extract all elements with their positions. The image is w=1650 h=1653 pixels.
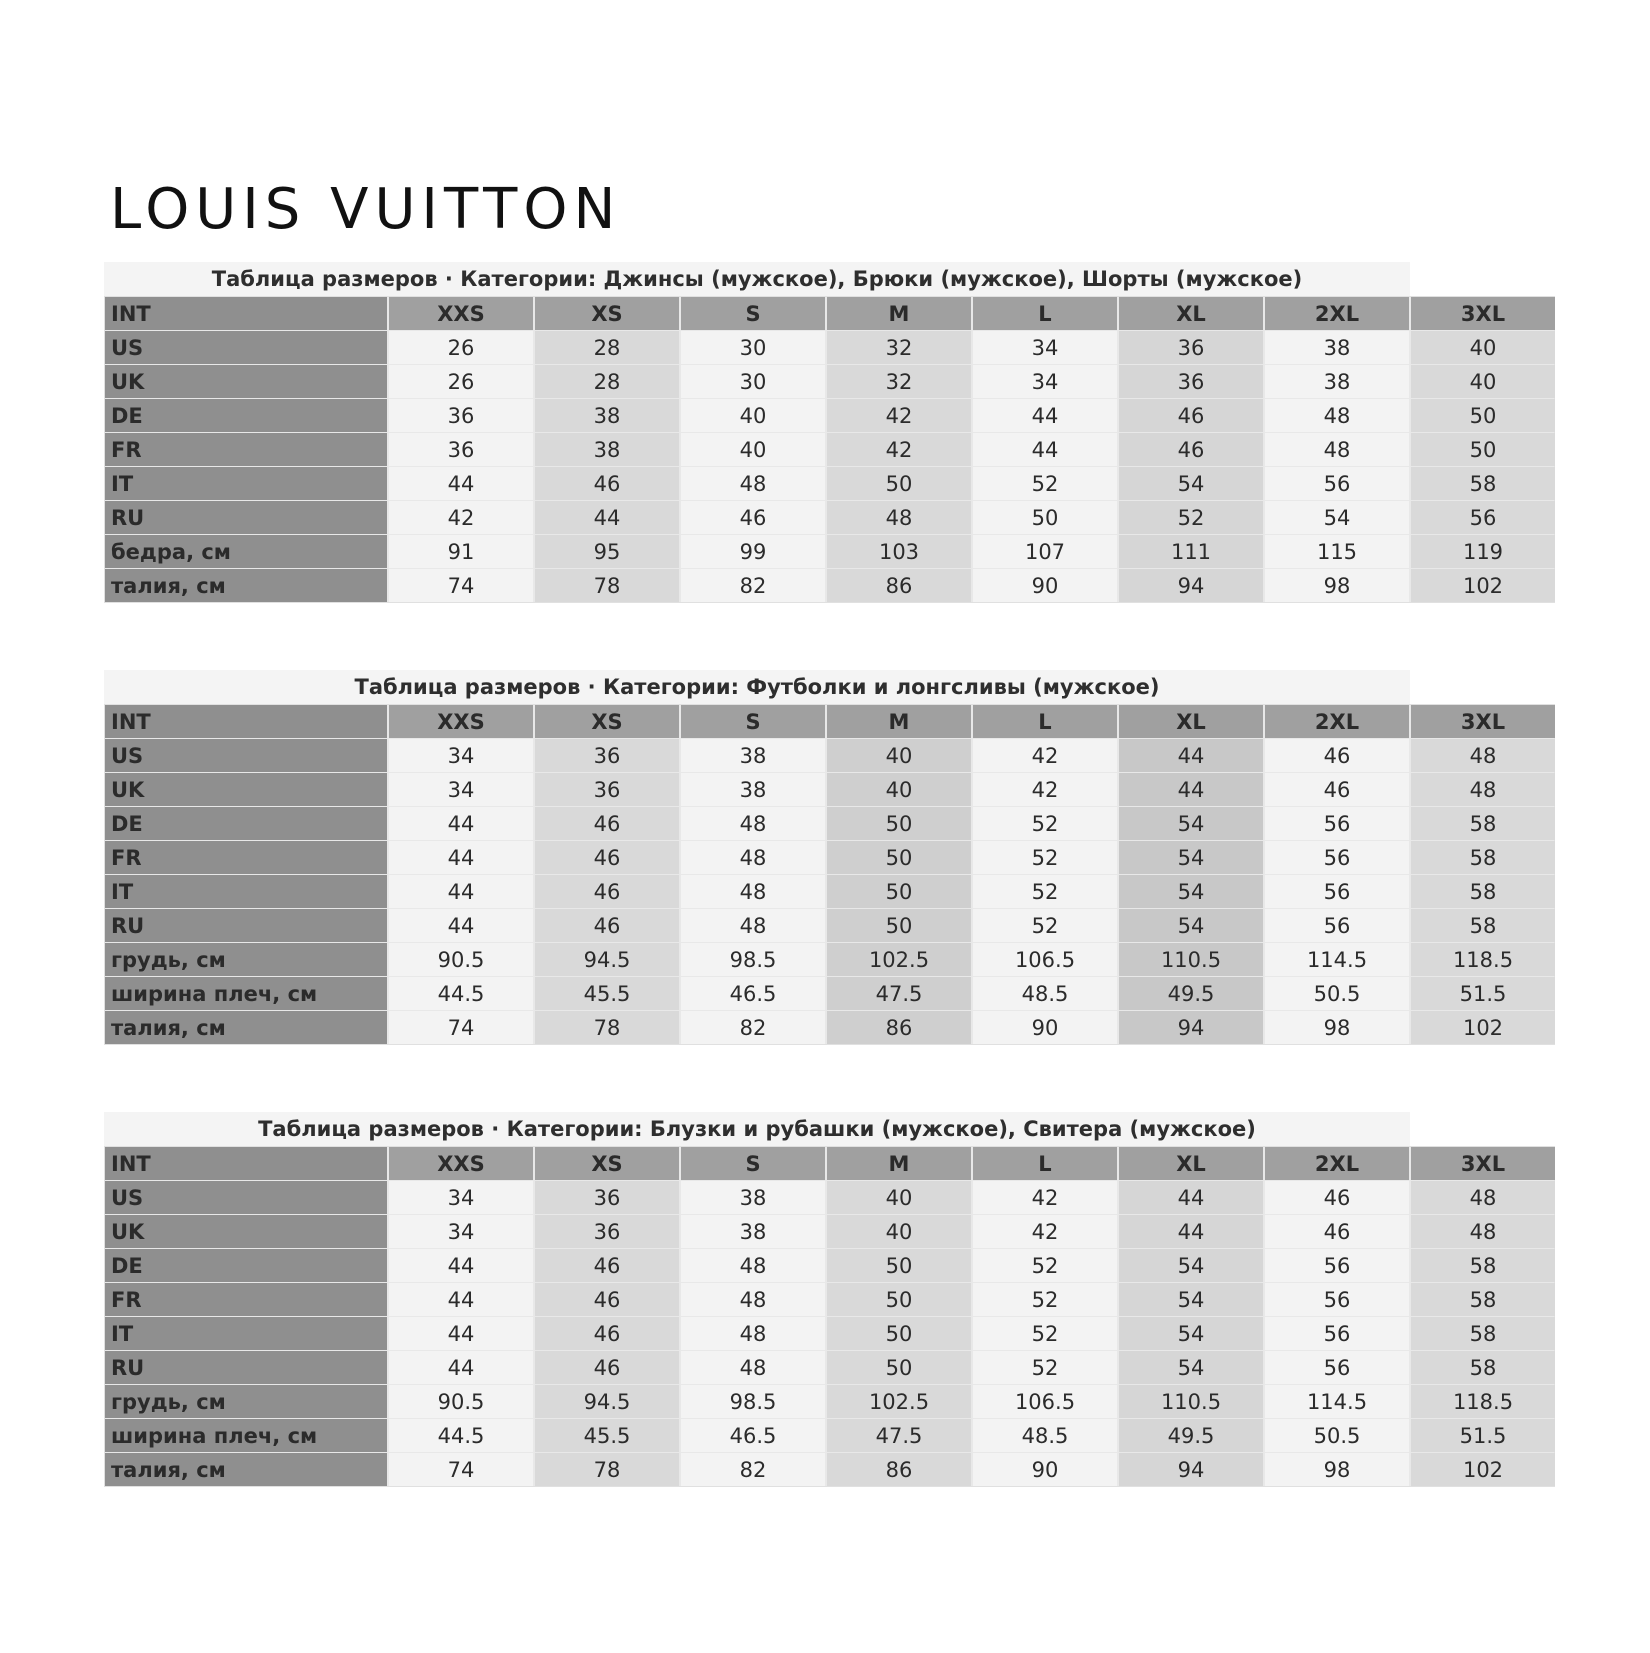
value-cell: 58 [1411, 1317, 1555, 1350]
value-cell: 58 [1411, 1249, 1555, 1282]
row-label-cell: UK [105, 773, 387, 806]
row-label-cell: талия, см [105, 1011, 387, 1044]
value-cell: 46 [535, 807, 679, 840]
value-cell: 40 [1411, 365, 1555, 398]
value-cell: 40 [827, 773, 971, 806]
value-cell: 54 [1119, 1317, 1263, 1350]
value-cell: 54 [1119, 1351, 1263, 1384]
value-cell: 99 [681, 535, 825, 568]
value-cell: 94 [1119, 1453, 1263, 1486]
value-cell: 34 [389, 773, 533, 806]
value-cell: 52 [973, 1283, 1117, 1316]
row-label-cell: DE [105, 1249, 387, 1282]
value-cell: 58 [1411, 1351, 1555, 1384]
row-label-cell: US [105, 739, 387, 772]
value-cell: 78 [535, 569, 679, 602]
value-cell: 40 [827, 1215, 971, 1248]
value-cell: 90.5 [389, 1385, 533, 1418]
size-header-cell: XL [1119, 297, 1263, 330]
value-cell: 34 [389, 739, 533, 772]
value-cell: 102 [1411, 569, 1555, 602]
value-cell: 52 [973, 467, 1117, 500]
value-cell: 44 [1119, 773, 1263, 806]
value-cell: 30 [681, 365, 825, 398]
table-caption: Таблица размеров · Категории: Футболки и лонгсливы (мужское) [104, 670, 1410, 704]
row-label-cell: FR [105, 841, 387, 874]
value-cell: 118.5 [1411, 943, 1555, 976]
value-cell: 56 [1265, 1317, 1409, 1350]
size-header-cell: S [681, 1147, 825, 1180]
value-cell: 56 [1265, 467, 1409, 500]
value-cell: 90 [973, 1453, 1117, 1486]
value-cell: 46 [535, 467, 679, 500]
value-cell: 110.5 [1119, 943, 1263, 976]
value-cell: 51.5 [1411, 1419, 1555, 1452]
value-cell: 36 [535, 739, 679, 772]
value-cell: 50 [827, 909, 971, 942]
value-cell: 58 [1411, 909, 1555, 942]
table-caption: Таблица размеров · Категории: Блузки и рубашки (мужское), Свитера (мужское) [104, 1112, 1410, 1146]
size-header-cell: XL [1119, 1147, 1263, 1180]
value-cell: 48.5 [973, 977, 1117, 1010]
value-cell: 44 [389, 1351, 533, 1384]
value-cell: 44.5 [389, 1419, 533, 1452]
row-label-cell: грудь, см [105, 1385, 387, 1418]
value-cell: 46.5 [681, 977, 825, 1010]
value-cell: 58 [1411, 841, 1555, 874]
value-cell: 49.5 [1119, 977, 1263, 1010]
value-cell: 48 [681, 1317, 825, 1350]
row-label-cell: IT [105, 467, 387, 500]
row-label-cell: бедра, см [105, 535, 387, 568]
value-cell: 94 [1119, 1011, 1263, 1044]
value-cell: 34 [973, 365, 1117, 398]
value-cell: 36 [389, 433, 533, 466]
row-label-cell: IT [105, 1317, 387, 1350]
value-cell: 48 [681, 1351, 825, 1384]
value-cell: 98.5 [681, 1385, 825, 1418]
value-cell: 34 [389, 1181, 533, 1214]
value-cell: 48 [1411, 739, 1555, 772]
value-cell: 98 [1265, 1453, 1409, 1486]
value-cell: 46 [535, 1317, 679, 1350]
value-cell: 47.5 [827, 977, 971, 1010]
value-cell: 90 [973, 569, 1117, 602]
value-cell: 46.5 [681, 1419, 825, 1452]
size-grid [104, 704, 1555, 1045]
value-cell: 106.5 [973, 1385, 1117, 1418]
value-cell: 56 [1265, 841, 1409, 874]
value-cell: 46 [1265, 739, 1409, 772]
value-cell: 78 [535, 1453, 679, 1486]
value-cell: 36 [389, 399, 533, 432]
value-cell: 38 [681, 1181, 825, 1214]
size-header-cell: L [973, 705, 1117, 738]
size-header-cell: 2XL [1265, 705, 1409, 738]
value-cell: 56 [1411, 501, 1555, 534]
value-cell: 119 [1411, 535, 1555, 568]
value-cell: 44 [1119, 1215, 1263, 1248]
value-cell: 49.5 [1119, 1419, 1263, 1452]
value-cell: 26 [389, 365, 533, 398]
value-cell: 44 [389, 909, 533, 942]
value-cell: 46 [1265, 773, 1409, 806]
row-label-cell: грудь, см [105, 943, 387, 976]
row-label-cell: ширина плеч, см [105, 977, 387, 1010]
size-header-cell: 3XL [1411, 705, 1555, 738]
size-table-tshirts [104, 670, 1555, 1045]
value-cell: 46 [1119, 399, 1263, 432]
value-cell: 36 [535, 1215, 679, 1248]
row-label-cell: RU [105, 501, 387, 534]
value-cell: 98 [1265, 1011, 1409, 1044]
size-header-cell: M [827, 1147, 971, 1180]
value-cell: 50 [827, 1283, 971, 1316]
size-table-jeans [104, 262, 1555, 603]
value-cell: 42 [973, 773, 1117, 806]
value-cell: 44 [973, 399, 1117, 432]
size-header-cell: M [827, 297, 971, 330]
row-label-cell: UK [105, 1215, 387, 1248]
value-cell: 42 [973, 739, 1117, 772]
value-cell: 82 [681, 1011, 825, 1044]
value-cell: 54 [1119, 807, 1263, 840]
value-cell: 38 [535, 399, 679, 432]
value-cell: 94 [1119, 569, 1263, 602]
value-cell: 44 [1119, 739, 1263, 772]
value-cell: 82 [681, 1453, 825, 1486]
value-cell: 50.5 [1265, 1419, 1409, 1452]
size-header-cell: L [973, 1147, 1117, 1180]
value-cell: 52 [973, 1351, 1117, 1384]
value-cell: 50 [827, 807, 971, 840]
value-cell: 48 [1265, 433, 1409, 466]
value-cell: 46 [535, 909, 679, 942]
value-cell: 107 [973, 535, 1117, 568]
value-cell: 54 [1119, 1249, 1263, 1282]
value-cell: 48 [1265, 399, 1409, 432]
value-cell: 86 [827, 1011, 971, 1044]
value-cell: 56 [1265, 1283, 1409, 1316]
value-cell: 28 [535, 365, 679, 398]
value-cell: 40 [827, 1181, 971, 1214]
value-cell: 44 [389, 807, 533, 840]
value-cell: 98 [1265, 569, 1409, 602]
row-label-cell: ширина плеч, см [105, 1419, 387, 1452]
value-cell: 52 [973, 1317, 1117, 1350]
value-cell: 48 [681, 875, 825, 908]
value-cell: 46 [535, 1351, 679, 1384]
value-cell: 54 [1265, 501, 1409, 534]
value-cell: 42 [827, 399, 971, 432]
value-cell: 48 [681, 1283, 825, 1316]
value-cell: 106.5 [973, 943, 1117, 976]
row-label-cell: DE [105, 807, 387, 840]
value-cell: 40 [681, 433, 825, 466]
value-cell: 56 [1265, 909, 1409, 942]
value-cell: 94.5 [535, 1385, 679, 1418]
row-label-cell: талия, см [105, 569, 387, 602]
value-cell: 38 [535, 433, 679, 466]
value-cell: 48 [681, 909, 825, 942]
value-cell: 46 [535, 875, 679, 908]
size-header-cell: M [827, 705, 971, 738]
value-cell: 48 [681, 467, 825, 500]
value-cell: 115 [1265, 535, 1409, 568]
row-label-cell: RU [105, 909, 387, 942]
value-cell: 56 [1265, 875, 1409, 908]
value-cell: 94.5 [535, 943, 679, 976]
size-header-cell: XXS [389, 297, 533, 330]
row-label-cell: US [105, 331, 387, 364]
value-cell: 52 [1119, 501, 1263, 534]
value-cell: 52 [973, 909, 1117, 942]
value-cell: 46 [1265, 1215, 1409, 1248]
value-cell: 86 [827, 1453, 971, 1486]
value-cell: 95 [535, 535, 679, 568]
value-cell: 36 [1119, 365, 1263, 398]
value-cell: 34 [389, 1215, 533, 1248]
value-cell: 82 [681, 569, 825, 602]
header-label-cell: INT [105, 297, 387, 330]
value-cell: 44 [389, 1249, 533, 1282]
value-cell: 45.5 [535, 977, 679, 1010]
value-cell: 46 [1119, 433, 1263, 466]
value-cell: 30 [681, 331, 825, 364]
value-cell: 58 [1411, 467, 1555, 500]
value-cell: 50 [973, 501, 1117, 534]
value-cell: 28 [535, 331, 679, 364]
size-table-shirts [104, 1112, 1555, 1487]
value-cell: 50 [827, 1317, 971, 1350]
value-cell: 44 [389, 841, 533, 874]
size-header-cell: XS [535, 705, 679, 738]
value-cell: 46 [1265, 1181, 1409, 1214]
size-header-cell: XL [1119, 705, 1263, 738]
value-cell: 42 [973, 1181, 1117, 1214]
value-cell: 40 [1411, 331, 1555, 364]
value-cell: 44 [1119, 1181, 1263, 1214]
table-caption: Таблица размеров · Категории: Джинсы (мужское), Брюки (мужское), Шорты (мужское) [104, 262, 1410, 296]
value-cell: 48 [681, 1249, 825, 1282]
value-cell: 46 [535, 841, 679, 874]
value-cell: 36 [1119, 331, 1263, 364]
value-cell: 98.5 [681, 943, 825, 976]
value-cell: 54 [1119, 875, 1263, 908]
row-label-cell: FR [105, 1283, 387, 1316]
value-cell: 48 [1411, 1181, 1555, 1214]
value-cell: 52 [973, 807, 1117, 840]
value-cell: 48 [1411, 773, 1555, 806]
value-cell: 51.5 [1411, 977, 1555, 1010]
value-cell: 50 [827, 1351, 971, 1384]
value-cell: 44 [389, 1283, 533, 1316]
value-cell: 52 [973, 1249, 1117, 1282]
size-header-cell: S [681, 297, 825, 330]
value-cell: 58 [1411, 875, 1555, 908]
value-cell: 38 [1265, 365, 1409, 398]
size-header-cell: 2XL [1265, 297, 1409, 330]
value-cell: 46 [681, 501, 825, 534]
size-header-cell: XS [535, 1147, 679, 1180]
value-cell: 102 [1411, 1011, 1555, 1044]
value-cell: 50 [827, 467, 971, 500]
value-cell: 48 [681, 841, 825, 874]
value-cell: 38 [681, 1215, 825, 1248]
value-cell: 114.5 [1265, 943, 1409, 976]
value-cell: 103 [827, 535, 971, 568]
header-label-cell: INT [105, 1147, 387, 1180]
row-label-cell: DE [105, 399, 387, 432]
value-cell: 52 [973, 841, 1117, 874]
value-cell: 54 [1119, 909, 1263, 942]
value-cell: 38 [681, 773, 825, 806]
value-cell: 74 [389, 1453, 533, 1486]
size-header-cell: XS [535, 297, 679, 330]
size-header-cell: S [681, 705, 825, 738]
value-cell: 46 [535, 1283, 679, 1316]
value-cell: 74 [389, 1011, 533, 1044]
value-cell: 42 [389, 501, 533, 534]
value-cell: 58 [1411, 807, 1555, 840]
value-cell: 44 [535, 501, 679, 534]
value-cell: 50 [1411, 433, 1555, 466]
value-cell: 90.5 [389, 943, 533, 976]
header-label-cell: INT [105, 705, 387, 738]
value-cell: 86 [827, 569, 971, 602]
value-cell: 42 [827, 433, 971, 466]
value-cell: 56 [1265, 1249, 1409, 1282]
value-cell: 40 [827, 739, 971, 772]
value-cell: 45.5 [535, 1419, 679, 1452]
value-cell: 44 [389, 875, 533, 908]
size-header-cell: XXS [389, 1147, 533, 1180]
value-cell: 111 [1119, 535, 1263, 568]
value-cell: 102 [1411, 1453, 1555, 1486]
value-cell: 50 [1411, 399, 1555, 432]
size-header-cell: L [973, 297, 1117, 330]
value-cell: 47.5 [827, 1419, 971, 1452]
value-cell: 50.5 [1265, 977, 1409, 1010]
value-cell: 48 [827, 501, 971, 534]
row-label-cell: UK [105, 365, 387, 398]
value-cell: 48.5 [973, 1419, 1117, 1452]
value-cell: 52 [973, 875, 1117, 908]
value-cell: 48 [1411, 1215, 1555, 1248]
value-cell: 38 [681, 739, 825, 772]
value-cell: 36 [535, 773, 679, 806]
value-cell: 46 [535, 1249, 679, 1282]
value-cell: 90 [973, 1011, 1117, 1044]
value-cell: 36 [535, 1181, 679, 1214]
value-cell: 42 [973, 1215, 1117, 1248]
value-cell: 54 [1119, 1283, 1263, 1316]
value-cell: 102.5 [827, 943, 971, 976]
row-label-cell: US [105, 1181, 387, 1214]
value-cell: 91 [389, 535, 533, 568]
size-header-cell: 3XL [1411, 1147, 1555, 1180]
value-cell: 114.5 [1265, 1385, 1409, 1418]
value-cell: 44 [973, 433, 1117, 466]
value-cell: 74 [389, 569, 533, 602]
row-label-cell: RU [105, 1351, 387, 1384]
value-cell: 44 [389, 467, 533, 500]
brand-logo: LOUIS VUITTON [110, 177, 622, 242]
value-cell: 44.5 [389, 977, 533, 1010]
value-cell: 56 [1265, 807, 1409, 840]
value-cell: 54 [1119, 467, 1263, 500]
value-cell: 48 [681, 807, 825, 840]
value-cell: 50 [827, 1249, 971, 1282]
value-cell: 50 [827, 841, 971, 874]
row-label-cell: FR [105, 433, 387, 466]
value-cell: 78 [535, 1011, 679, 1044]
value-cell: 58 [1411, 1283, 1555, 1316]
size-grid [104, 1146, 1555, 1487]
value-cell: 26 [389, 331, 533, 364]
value-cell: 110.5 [1119, 1385, 1263, 1418]
value-cell: 44 [389, 1317, 533, 1350]
value-cell: 50 [827, 875, 971, 908]
value-cell: 34 [973, 331, 1117, 364]
size-grid [104, 296, 1555, 603]
row-label-cell: талия, см [105, 1453, 387, 1486]
row-label-cell: IT [105, 875, 387, 908]
size-header-cell: 3XL [1411, 297, 1555, 330]
value-cell: 32 [827, 331, 971, 364]
value-cell: 54 [1119, 841, 1263, 874]
size-header-cell: 2XL [1265, 1147, 1409, 1180]
value-cell: 40 [681, 399, 825, 432]
value-cell: 102.5 [827, 1385, 971, 1418]
value-cell: 32 [827, 365, 971, 398]
value-cell: 38 [1265, 331, 1409, 364]
value-cell: 118.5 [1411, 1385, 1555, 1418]
value-cell: 56 [1265, 1351, 1409, 1384]
size-header-cell: XXS [389, 705, 533, 738]
